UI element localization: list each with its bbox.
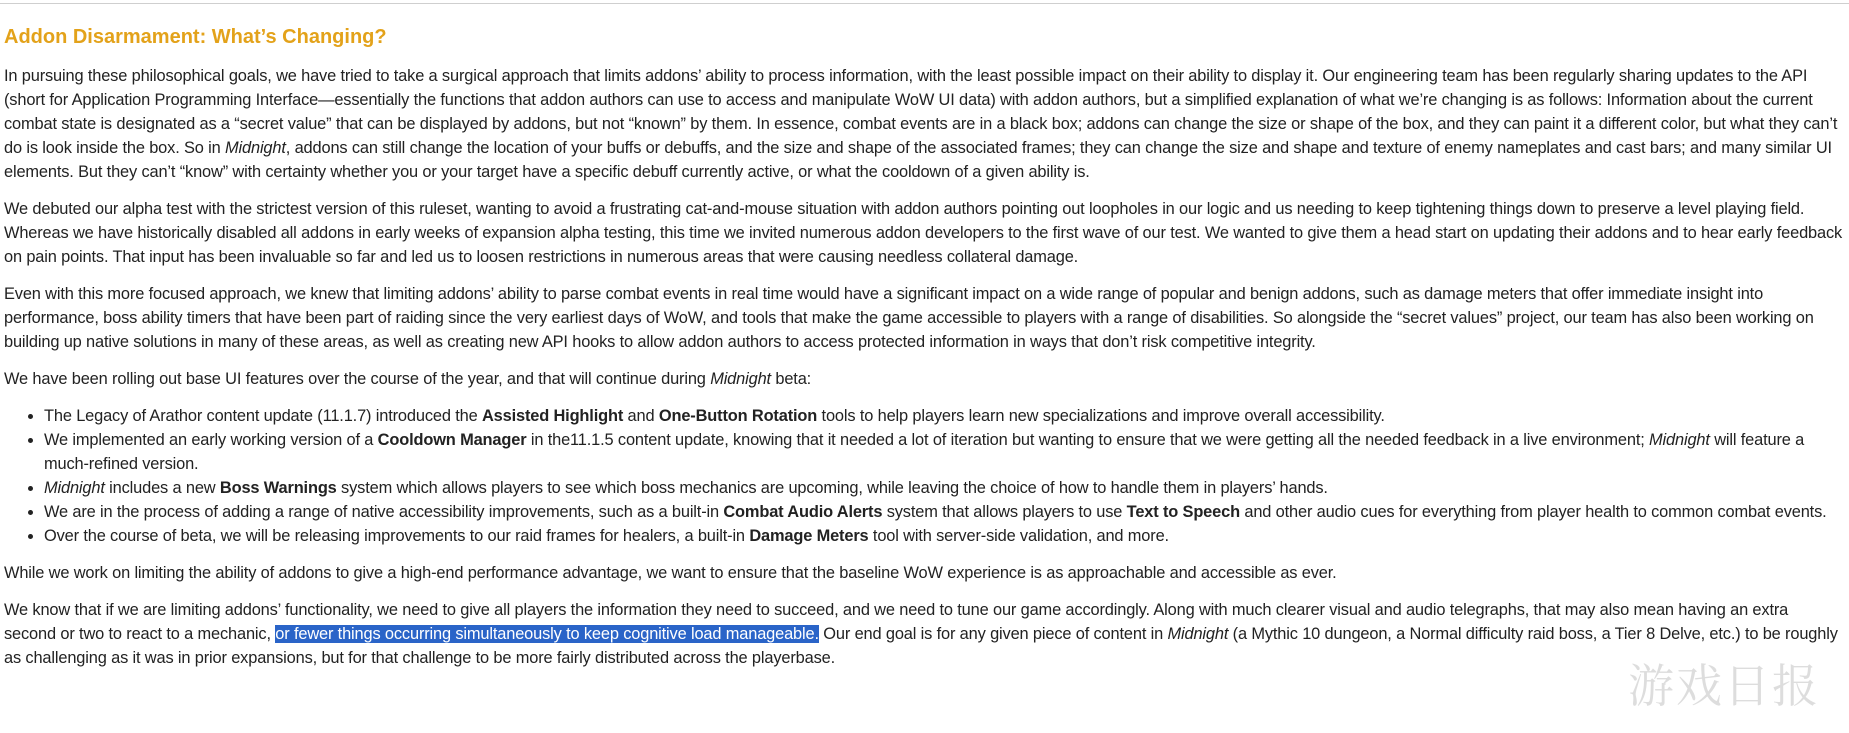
feature-list — [4, 404, 1844, 548]
text-run: tool with server-side validation, and more. — [868, 527, 1169, 545]
feature-name: Assisted Highlight — [481, 407, 624, 425]
italic-game-title: Midnight — [1649, 431, 1710, 449]
list-item — [44, 404, 1844, 428]
feature-name: One-Button Rotation — [658, 407, 818, 425]
text-run: , addons can still change the location of your buffs or debuffs, and the size and shape of the associated frames; they can change the size and shape and texture of enemy nameplates and cast bars; and many similar UI elements. But they can’t “know” with certainty whether you or your target have a specific debuff currently active, or what the cooldown of a given ability is. — [4, 139, 1832, 181]
paragraph-alpha-test: We debuted our alpha test with the strictest version of this ruleset, wanting to avoid a frustrating cat-and-mouse situation with addon authors pointing out loopholes in our logic and us needing to keep tightening things down to preserve a level playing field. Whereas we have historically disabled all addons in early weeks of expansion alpha testing, this time we invited numerous addon developers to the first wave of our test. We wanted to give them a head start on updating their addons and to hear early feedback on pain points. That input has been invaluable so far and led us to loosen restrictions in numerous areas that were causing needless collateral damage. — [4, 200, 1843, 266]
text-run: will feature a much-refined version. — [44, 431, 1805, 473]
text-run: beta: — [770, 370, 812, 388]
feature-name: Boss Warnings — [219, 479, 337, 497]
feature-name: Damage Meters — [749, 527, 869, 545]
italic-game-title: Midnight — [44, 479, 105, 497]
feature-name: Cooldown Manager — [377, 431, 527, 449]
italic-game-title: Midnight — [225, 139, 286, 157]
feature-name: Combat Audio Alerts — [723, 503, 883, 521]
text-run: system that allows players to use — [882, 503, 1127, 521]
text-run: In pursuing these philosophical goals, we have tried to take a surgical approach that limits addons’ ability to process information, with the least possible impact on their ability to display it. Our engineering team has been regularly sharing updates to the API (short for Application Programming Interface—essentially the functions that addon authors can use to access and manipulate WoW UI data) with addon authors, but a simplified explanation of what we’re changing is as follows: Information about the current combat state is designated as a “secret value” that can be displayed by addons, but not “known” by them. In essence, combat events are in a black box; addons can change the size or shape of the box, and they can paint it a different color, but what they can’t do is look inside the box. So in — [4, 67, 1838, 157]
text-run: We implemented an early working version of a — [44, 431, 378, 449]
text-run: system which allows players to see which boss mechanics are upcoming, while leaving the choice of how to handle them in players’ hands. — [336, 479, 1328, 497]
paragraph-baseline-experience: While we work on limiting the ability of addons to give a high-end performance advantage, we want to ensure that the baseline WoW experience is as approachable and accessible as ever. — [4, 564, 1337, 582]
text-run: We have been rolling out base UI features over the course of the year, and that will continue during — [4, 370, 711, 388]
top-divider — [0, 3, 1849, 4]
text-run: We know that if we are limiting addons’ functionality, we need to give all players the information they need to succeed, and we need to tune our game accordingly. Along with much clearer visual and audio telegraphs, that may also mean having an extra second or two to react to a mechanic, — [4, 601, 1789, 643]
text-run: tools to help players learn new specializations and improve overall accessibility. — [817, 407, 1385, 425]
article-body — [4, 22, 1844, 683]
italic-game-title: Midnight — [1167, 625, 1229, 643]
text-run: The Legacy of Arathor content update (11.1.7) introduced the — [44, 407, 482, 425]
list-item — [44, 500, 1844, 524]
text-run: includes a new — [104, 479, 220, 497]
list-item — [44, 476, 1844, 500]
selected-text-highlight[interactable]: or fewer things occurring simultaneously to keep cognitive load manageable. — [275, 625, 819, 643]
text-run: in the11.1.5 content update, knowing that it needed a lot of iteration but wanting to ensure that we were getting all the needed feedback in a live environment; — [526, 431, 1650, 449]
text-run: (a Mythic 10 dungeon, a Normal difficulty raid boss, a Tier 8 Delve, etc.) to be roughly as challenging as it was in prior expansions, but for that challenge to be more fairly distributed across the playerbase. — [4, 625, 1838, 667]
paragraph-secret-values — [4, 64, 1844, 184]
paragraph-native-solutions: Even with this more focused approach, we knew that limiting addons’ ability to parse combat events in real time would have a significant impact on a wide range of popular and benign addons, such as damage meters that offer immediate insight into performance, boss ability timers that have been part of raiding since the very earliest days of WoW, and tools that make the game accessible to players with a range of disabilities. So alongside the “secret values” project, our team has also been working on building up native solutions in many of these areas, as well as creating new API hooks to allow addon authors to access protected information in ways that don’t risk competitive integrity. — [4, 285, 1814, 351]
watermark-logo: 游戏日报 — [1628, 659, 1820, 713]
text-run: and — [623, 407, 659, 425]
list-item — [44, 428, 1844, 476]
article-heading: Addon Disarmament: What’s Changing? — [4, 26, 387, 48]
text-run: Over the course of beta, we will be releasing improvements to our raid frames for healers, a built-in — [44, 527, 750, 545]
text-run: Our end goal is for any given piece of content in — [818, 625, 1168, 643]
paragraph-tuning — [4, 598, 1844, 670]
italic-game-title: Midnight — [710, 370, 771, 388]
feature-name: Text to Speech — [1126, 503, 1240, 521]
paragraph-base-ui-intro — [4, 367, 1844, 391]
text-run: and other audio cues for everything from player health to common combat events. — [1239, 503, 1827, 521]
list-item — [44, 524, 1844, 548]
text-run: We are in the process of adding a range of native accessibility improvements, such as a built-in — [44, 503, 724, 521]
